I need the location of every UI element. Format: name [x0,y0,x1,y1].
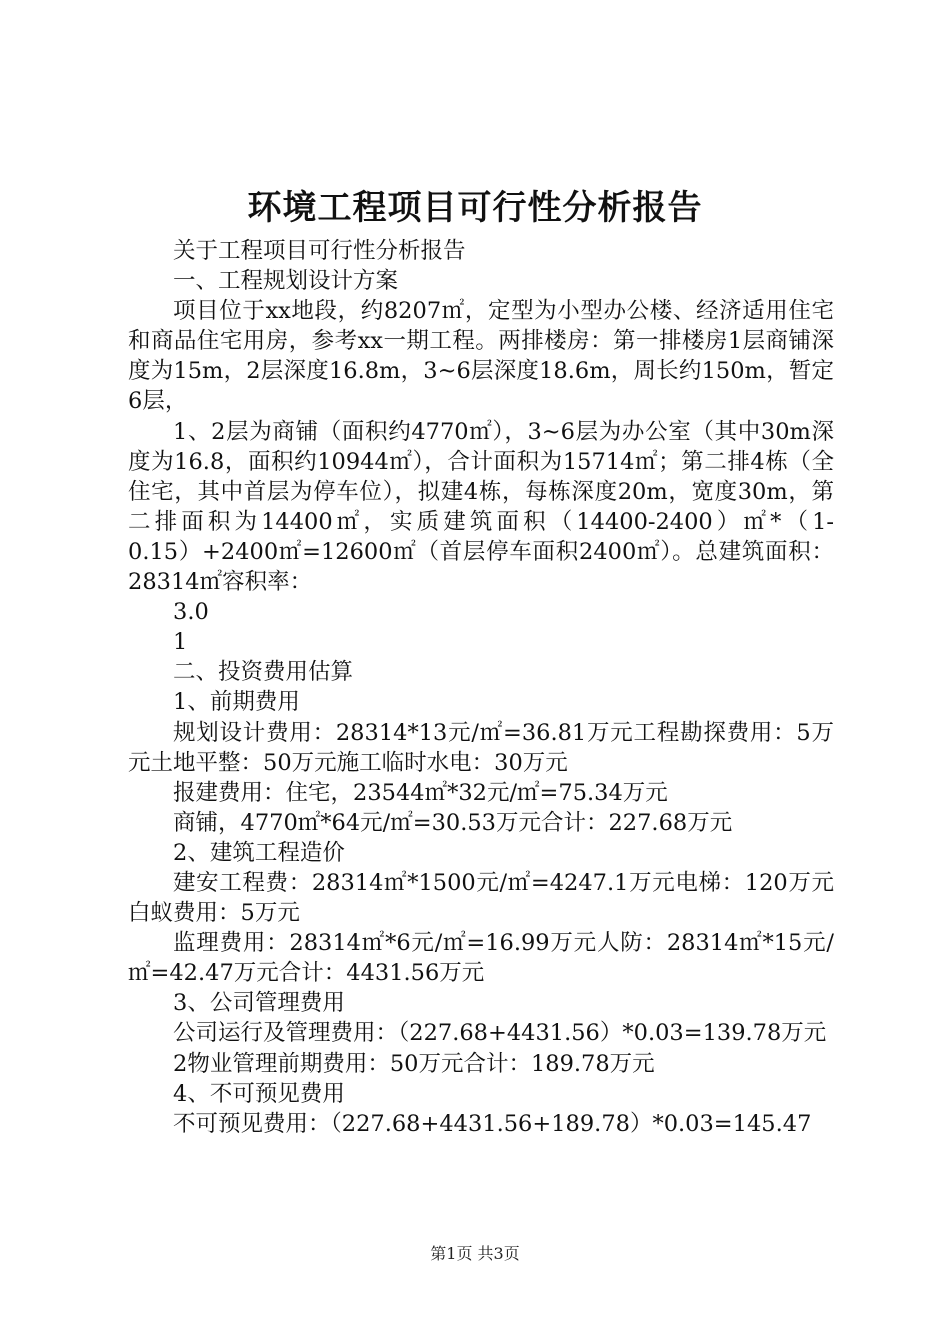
subheading-contingency-costs: 4、不可预见费用 [173,1080,345,1107]
paragraph-supervision-fees: 监理费用：28314㎡*6元/㎡=16.99万元人防：28314㎡*15元/㎡=42.47万元合计：4431.56万元 [128,930,834,987]
paragraph-building-areas: 1、2层为商铺（面积约4770㎡），3~6层为办公室（其中30m深度为16.8，面积约10944㎡），合计面积为15714㎡；第二排4栋（全住宅，其中首层为停车位），拟建4栋，每栋深度20m，宽度30m，第二排面积为14400㎡，实质建筑面积（14400-2400）㎡*（1-0.15）+2400㎡=12600㎡（首层停车面积2400㎡）。总建筑面积：28314㎡容积率： [128,418,834,596]
paragraph-plot-ratio-digit: 1 [173,629,188,656]
paragraph-contingency-fees: 不可预见费用：（227.68+4431.56+189.78）*0.03=145.47 [173,1110,812,1137]
paragraph-permit-costs-shops: 商铺，4770㎡*64元/㎡=30.53万元合计：227.68万元 [173,809,733,836]
paragraph-plot-ratio-value: 3.0 [173,599,209,626]
paragraph-planning-costs: 规划设计费用：28314*13元/㎡=36.81万元工程勘探费用：5万元土地平整：50万元施工临时水电：30万元 [128,719,834,776]
paragraph-subtitle: 关于工程项目可行性分析报告 [173,238,466,264]
paragraph-operation-costs: 公司运行及管理费用：（227.68+4431.56）*0.03=139.78万元 [173,1020,827,1047]
section-heading-2: 二、投资费用估算 [173,659,354,686]
paragraph-permit-costs-residential: 报建费用：住宅，23544㎡*32元/㎡=75.34万元 [173,779,668,806]
section-heading-1: 一、工程规划设计方案 [173,268,399,295]
page-number-footer: 第1页 共3页 [430,1244,520,1263]
subheading-construction-costs: 2、建筑工程造价 [173,839,345,866]
paragraph-construction-fees: 建安工程费：28314㎡*1500元/㎡=4247.1万元电梯：120万元白蚁费用：5万元 [128,869,834,927]
document-body [128,236,834,1139]
paragraph-project-location: 项目位于xx地段，约8207㎡，定型为小型办公楼、经济适用住宅和商品住宅用房，参考xx一期工程。两排楼房：第一排楼房1层商铺深度为15m，2层深度16.8m，3~6层深度18.6m，周长约150m，暂定6层， [128,298,834,415]
document-title: 环境工程项目可行性分析报告 [247,188,703,228]
subheading-management-costs: 3、公司管理费用 [173,990,345,1017]
paragraph-property-costs: 2物业管理前期费用：50万元合计：189.78万元 [173,1050,655,1077]
subheading-preliminary-costs: 1、前期费用 [173,689,300,716]
